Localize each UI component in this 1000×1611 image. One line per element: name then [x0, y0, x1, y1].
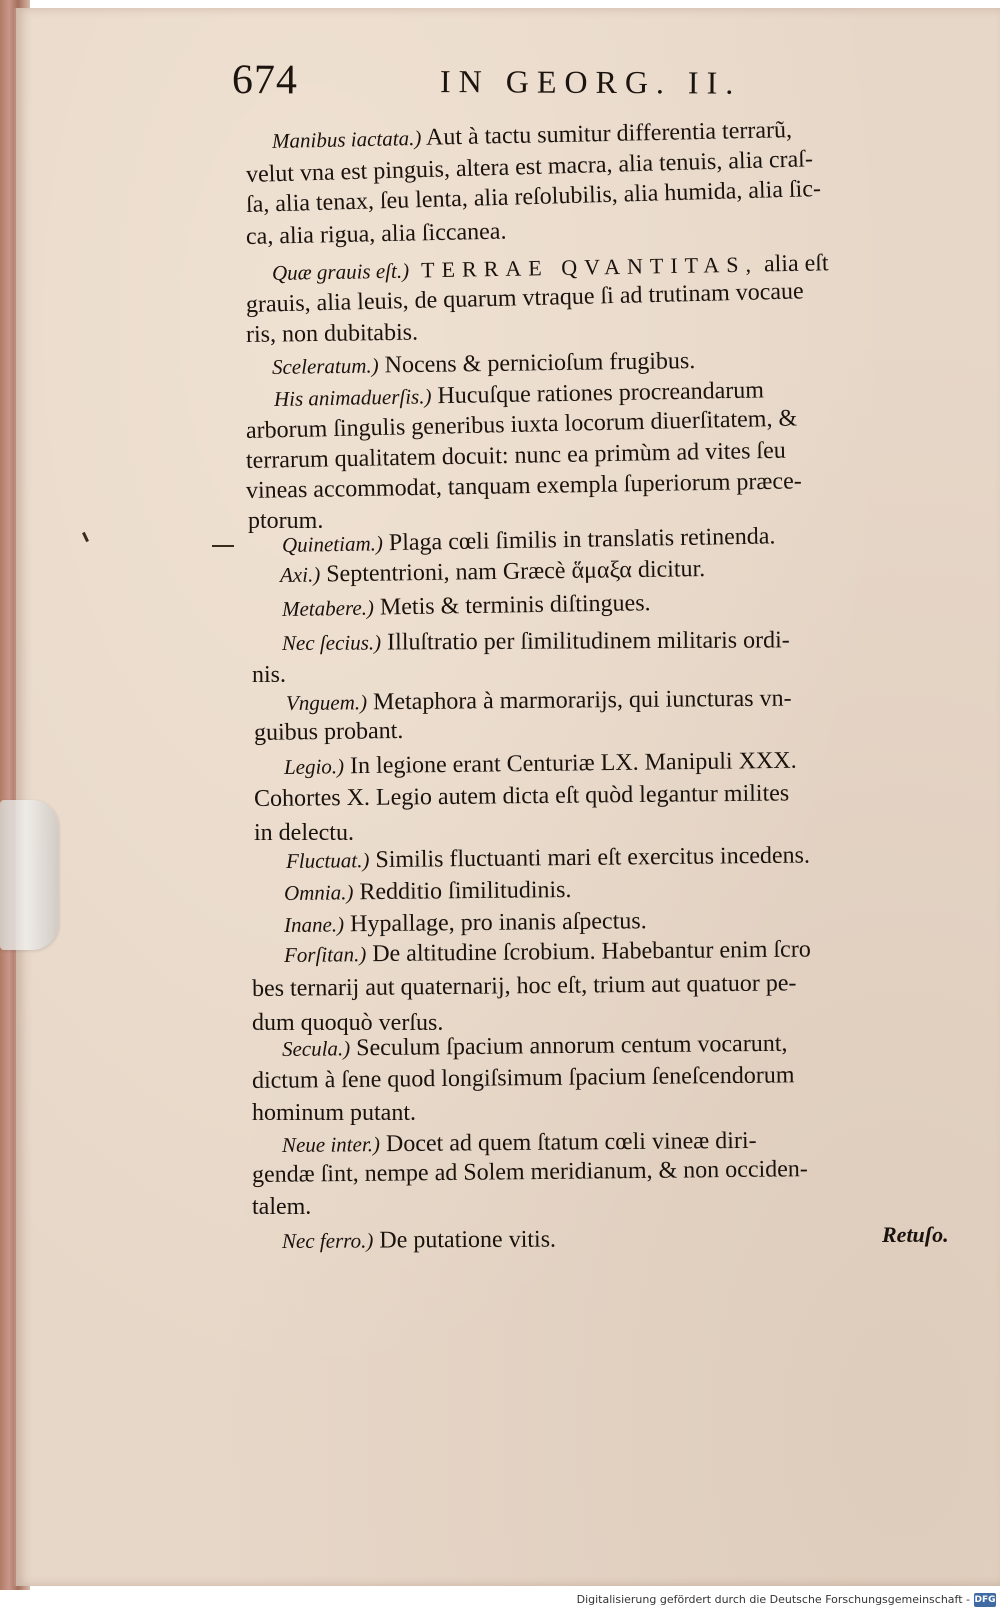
line-text: hominum putant.: [252, 1100, 416, 1126]
text-line: [252, 1060, 795, 1096]
line-text: Cohortes X. Legio autem dicta eſt quòd legantur milites: [253, 780, 790, 812]
text-line: [252, 968, 797, 1004]
line-text: Septentrioni, nam Græcè ἅμαξα dicitur.: [320, 556, 706, 588]
text-line: [284, 746, 797, 782]
line-text: Hucuſque rationes procreandarum: [431, 377, 765, 410]
line-text: arborum ſingulis generibus iuxta locorum diuerſitatem, &: [245, 405, 798, 444]
running-head: IN GEORG. II.: [439, 63, 742, 101]
text-line: [254, 716, 404, 748]
text-line: [284, 906, 647, 940]
line-text: ſa, alia tenax, ſeu lenta, alia reſolubilis, alia humida, alia ſic-: [245, 175, 822, 218]
lemma: Nec ſecius.): [281, 630, 382, 655]
text-line: [252, 1098, 416, 1128]
text-line: [254, 778, 790, 814]
line-text: in delectu.: [254, 820, 354, 846]
text-line: [252, 1154, 808, 1190]
footer-bar: [0, 1591, 1000, 1611]
line-text: terrarum qualitatem docuit: nunc ea primùm ad vites ſeu: [245, 437, 786, 474]
lemma: Quinetiam.): [281, 531, 384, 557]
text-line: [272, 346, 696, 382]
lemma: Vnguem.): [285, 690, 368, 715]
line-text: Metis & terminis diſtingues.: [373, 590, 651, 621]
text-line: [286, 841, 810, 876]
margin-dash: [212, 545, 234, 547]
line-text: Aut à tactu sumitur differentia terrarũ,: [421, 117, 793, 151]
lemma: Inane.): [283, 912, 345, 937]
line-text: grauis, alia leuis, de quarum vtraque ſi ad trutinam vocaue: [245, 278, 804, 318]
lemma: Legio.): [283, 754, 345, 779]
text-line: [254, 818, 354, 848]
lemma: Sceleratum.): [271, 353, 379, 379]
dfg-logo: DFG: [974, 1595, 996, 1605]
line-text: De putatione vitis.: [373, 1226, 557, 1254]
text-line: [282, 1225, 556, 1256]
text-line: [282, 588, 651, 624]
line-text: Nocens & pernicioſum frugibus.: [378, 348, 696, 379]
lemma: Omnia.): [283, 880, 354, 905]
line-text: Metaphora à marmorarijs, qui iuncturas vn-: [366, 685, 792, 716]
line-text: In legione erant Centuriæ LX. Manipuli XXX.: [343, 747, 797, 780]
line-text: ris, non dubitabis.: [245, 319, 419, 348]
lemma: Manibus iactata.): [271, 125, 422, 153]
text-line: [252, 1192, 311, 1222]
text-line: [246, 217, 507, 252]
line-text: bes ternarij aut quaternarij, hoc eſt, trium aut quatuor pe-: [251, 970, 797, 1002]
line-text: Similis fluctuanti mari eſt exercitus incedens.: [369, 842, 811, 874]
line-text: velut vna est pinguis, altera est macra, alia tenuis, alia craſ-: [245, 146, 814, 188]
text-line: [282, 1029, 788, 1064]
text-line: [246, 318, 418, 350]
line-text: dum quoquò verſus.: [252, 1010, 444, 1036]
page-header: [232, 56, 972, 110]
lemma: Metabere.): [281, 595, 375, 621]
line-text: vineas accommodat, tanquam exempla ſuperiorum præce-: [245, 468, 802, 504]
page-clip: [0, 800, 58, 950]
line-text: talem.: [252, 1194, 312, 1220]
line-text: Illuſtratio per ſimilitudinem militaris ordi-: [381, 627, 790, 656]
footer-credit: Digitalisierung gefördert durch die Deutsche Forschungsgemeinschaft -: [576, 1593, 970, 1606]
lemma: Nec ferro.): [281, 1228, 374, 1253]
lemma: Secula.): [281, 1036, 351, 1061]
lemma: Forſitan.): [283, 942, 367, 967]
line-text: ca, alia rigua, alia ſiccanea.: [245, 218, 507, 250]
line-text: nis.: [252, 662, 287, 688]
lemma: His animaduerſis.): [273, 384, 432, 411]
line-text: Hypallage, pro inanis aſpectus.: [343, 908, 647, 938]
lemma: Quæ grauis eſt.): [271, 258, 410, 285]
line-text: De altitudine ſcrobium. Habebantur enim ſcro: [366, 936, 811, 968]
catchword: Retuſo.: [882, 1222, 949, 1247]
line-text: dictum à ſene quod longiſsimum ſpacium ſeneſcendorum: [251, 1062, 795, 1094]
text-line: [252, 660, 286, 690]
text-line: [286, 684, 792, 718]
line-text: Plaga cœli ſimilis in translatis retinenda.: [382, 523, 776, 557]
lemma: Axi.): [279, 562, 321, 587]
line-text: ptorum.: [248, 508, 324, 534]
line-text: Seculum ſpacium annorum centum vocarunt,: [350, 1030, 788, 1062]
text-line: [280, 554, 706, 590]
lemma: Fluctuat.): [285, 848, 370, 873]
text-line: [282, 625, 790, 658]
text-line: [284, 934, 811, 970]
line-text: guibus probant.: [253, 717, 404, 746]
section-heading: TERRAE QVANTITAS,: [408, 251, 759, 283]
margin-mark: [82, 532, 89, 542]
lemma: Neue inter.): [281, 1132, 381, 1157]
line-text: gendæ ſint, nempe ad Solem meridianum, & non occiden-: [251, 1156, 808, 1188]
text-line: [284, 875, 572, 908]
line-text: Docet ad quem ſtatum cœli vineæ diri-: [379, 1127, 757, 1158]
line-text: alia eſt: [757, 250, 829, 278]
line-text: Redditio ſimilitudinis.: [353, 876, 572, 906]
page-number: 674: [231, 57, 299, 104]
